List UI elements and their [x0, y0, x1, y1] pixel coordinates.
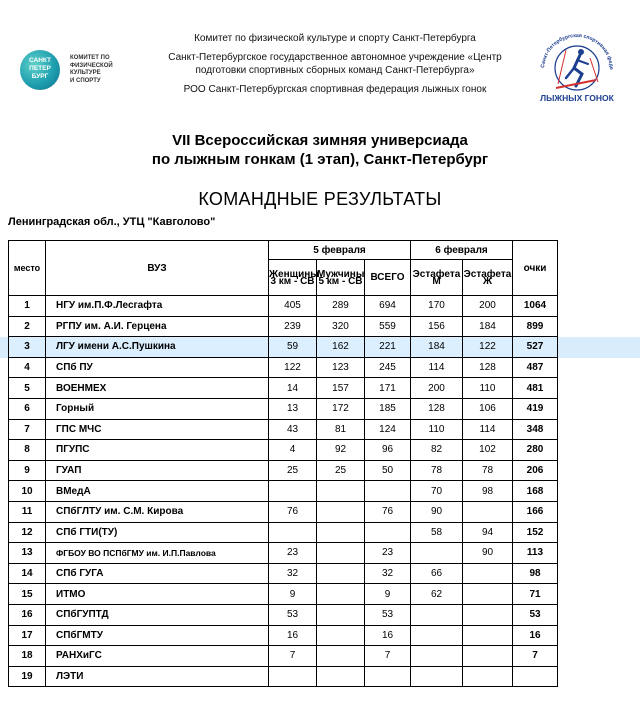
cell-points: 206 — [513, 460, 558, 481]
cell-relay-w — [463, 501, 513, 522]
cell-men — [317, 584, 365, 605]
cell-men — [317, 543, 365, 564]
cell-women: 239 — [269, 316, 317, 337]
header-day2: 6 февраля — [411, 241, 513, 260]
cell-total: 96 — [365, 440, 411, 461]
event-title-line-2: по лыжным гонкам (1 этап), Санкт-Петербург — [151, 151, 489, 168]
cell-women — [269, 666, 317, 687]
cell-total: 559 — [365, 316, 411, 337]
cell-total — [365, 666, 411, 687]
cell-total — [365, 522, 411, 543]
cell-women — [269, 522, 317, 543]
cell-place: 10 — [9, 481, 46, 502]
cell-team: Горный — [46, 398, 269, 419]
cell-men — [317, 666, 365, 687]
cell-team: ЛГУ имени А.С.Пушкина — [46, 337, 269, 358]
cell-place: 9 — [9, 460, 46, 481]
header-team: ВУЗ — [46, 241, 269, 296]
cell-points: 348 — [513, 419, 558, 440]
cell-men — [317, 604, 365, 625]
cell-relay-m — [411, 666, 463, 687]
cell-team: ЛЭТИ — [46, 666, 269, 687]
cell-men — [317, 481, 365, 502]
cell-team: ГПС МЧС — [46, 419, 269, 440]
cell-women: 9 — [269, 584, 317, 605]
cell-relay-m: 114 — [411, 357, 463, 378]
cell-points: 166 — [513, 501, 558, 522]
header-relay-w: Эстафета Ж — [463, 260, 513, 296]
cell-place: 4 — [9, 357, 46, 378]
cell-points: 527 — [513, 337, 558, 358]
cell-men: 172 — [317, 398, 365, 419]
cell-team: НГУ им.П.Ф.Лесгафта — [46, 296, 269, 317]
cell-total — [365, 481, 411, 502]
logo-left-caption: КОМИТЕТ ПО ФИЗИЧЕСКОЙ КУЛЬТУРЕ И СПОРТУ — [70, 55, 113, 84]
spb-logo-icon — [20, 50, 60, 90]
results-body — [9, 296, 558, 687]
skier-emblem-icon — [536, 30, 618, 108]
cell-team: СПб ГУГА — [46, 563, 269, 584]
cell-points: 899 — [513, 316, 558, 337]
cell-relay-m — [411, 604, 463, 625]
cell-relay-w: 184 — [463, 316, 513, 337]
cell-total: 32 — [365, 563, 411, 584]
cell-women: 13 — [269, 398, 317, 419]
cell-relay-m: 58 — [411, 522, 463, 543]
cell-team: СПбГУПТД — [46, 604, 269, 625]
header-women: Женщины 3 км - СВ — [269, 260, 317, 296]
cell-team: СПб ГТИ(ТУ) — [46, 522, 269, 543]
cell-points: 487 — [513, 357, 558, 378]
cell-team: ФГБОУ ВО ПСПбГМУ им. И.П.Павлова — [46, 543, 269, 564]
cell-women: 76 — [269, 501, 317, 522]
cell-relay-w — [463, 646, 513, 667]
cell-relay-w: 128 — [463, 357, 513, 378]
cell-relay-m: 184 — [411, 337, 463, 358]
cell-total: 245 — [365, 357, 411, 378]
cell-relay-m — [411, 646, 463, 667]
cell-points: 98 — [513, 563, 558, 584]
cell-total: 171 — [365, 378, 411, 399]
cell-total: 76 — [365, 501, 411, 522]
cell-total: 221 — [365, 337, 411, 358]
page-subtitle: КОМАНДНЫЕ РЕЗУЛЬТАТЫ — [198, 189, 442, 209]
cell-place: 16 — [9, 604, 46, 625]
logo-right-arc-text: Санкт-Петербургская спортивная феде — [540, 32, 615, 70]
cell-women: 7 — [269, 646, 317, 667]
cell-men: 81 — [317, 419, 365, 440]
cell-relay-w: 94 — [463, 522, 513, 543]
table-row — [9, 584, 558, 605]
cell-total: 7 — [365, 646, 411, 667]
team-results-table — [8, 240, 558, 687]
cell-place: 1 — [9, 296, 46, 317]
header-relay-m: Эстафета М — [411, 260, 463, 296]
cell-relay-w — [463, 584, 513, 605]
cell-points: 71 — [513, 584, 558, 605]
header-day1: 5 февраля — [269, 241, 411, 260]
cell-place: 14 — [9, 563, 46, 584]
ski-federation-logo — [536, 30, 618, 108]
cell-points: 419 — [513, 398, 558, 419]
table-row — [9, 522, 558, 543]
cell-women: 405 — [269, 296, 317, 317]
cell-relay-m: 70 — [411, 481, 463, 502]
cell-relay-m: 78 — [411, 460, 463, 481]
cell-place: 11 — [9, 501, 46, 522]
cell-total: 124 — [365, 419, 411, 440]
cell-men: 289 — [317, 296, 365, 317]
cell-women: 4 — [269, 440, 317, 461]
cell-place: 17 — [9, 625, 46, 646]
table-row — [9, 501, 558, 522]
table-row — [9, 666, 558, 687]
table-row — [9, 419, 558, 440]
cell-men: 123 — [317, 357, 365, 378]
cell-team: ИТМО — [46, 584, 269, 605]
cell-team: РАНХиГС — [46, 646, 269, 667]
cell-relay-w — [463, 666, 513, 687]
cell-points: 168 — [513, 481, 558, 502]
table-row — [9, 646, 558, 667]
cell-relay-w: 122 — [463, 337, 513, 358]
cell-place: 12 — [9, 522, 46, 543]
cell-relay-m: 128 — [411, 398, 463, 419]
cell-relay-m: 66 — [411, 563, 463, 584]
cell-total: 23 — [365, 543, 411, 564]
table-row — [9, 398, 558, 419]
cell-women: 59 — [269, 337, 317, 358]
cell-points: 152 — [513, 522, 558, 543]
logo-right-text: ЛЫЖНЫХ ГОНОК — [540, 93, 614, 103]
cell-total: 9 — [365, 584, 411, 605]
cell-points: 7 — [513, 646, 558, 667]
table-row — [9, 337, 558, 358]
cell-relay-w — [463, 604, 513, 625]
cell-relay-w: 114 — [463, 419, 513, 440]
org-line-3: РОО Санкт-Петербургская спортивная федерация лыжных гонок — [183, 84, 487, 95]
cell-place: 5 — [9, 378, 46, 399]
cell-place: 13 — [9, 543, 46, 564]
cell-points: 53 — [513, 604, 558, 625]
cell-men: 25 — [317, 460, 365, 481]
cell-points: 113 — [513, 543, 558, 564]
cell-relay-w: 78 — [463, 460, 513, 481]
cell-place: 19 — [9, 666, 46, 687]
logo-left-text: САНКТ ПЕТЕР БУРГ — [28, 57, 52, 80]
cell-team: ГУАП — [46, 460, 269, 481]
table-row — [9, 625, 558, 646]
cell-women: 25 — [269, 460, 317, 481]
cell-points: 280 — [513, 440, 558, 461]
cell-women — [269, 481, 317, 502]
cell-team: ВМедА — [46, 481, 269, 502]
cell-relay-w: 106 — [463, 398, 513, 419]
cell-men — [317, 501, 365, 522]
cell-team: ВОЕНМЕХ — [46, 378, 269, 399]
cell-points: 16 — [513, 625, 558, 646]
cell-relay-w: 110 — [463, 378, 513, 399]
cell-relay-m: 156 — [411, 316, 463, 337]
cell-relay-m — [411, 543, 463, 564]
cell-team: ПГУПС — [46, 440, 269, 461]
cell-men — [317, 625, 365, 646]
cell-relay-m: 200 — [411, 378, 463, 399]
cell-relay-w: 200 — [463, 296, 513, 317]
cell-relay-m: 82 — [411, 440, 463, 461]
cell-relay-w: 98 — [463, 481, 513, 502]
cell-men — [317, 646, 365, 667]
table-row — [9, 481, 558, 502]
cell-points: 1064 — [513, 296, 558, 317]
cell-total: 694 — [365, 296, 411, 317]
cell-total: 50 — [365, 460, 411, 481]
cell-women: 32 — [269, 563, 317, 584]
cell-relay-w: 90 — [463, 543, 513, 564]
cell-place: 18 — [9, 646, 46, 667]
cell-relay-w — [463, 563, 513, 584]
cell-relay-m: 170 — [411, 296, 463, 317]
cell-place: 15 — [9, 584, 46, 605]
committee-logo — [20, 50, 135, 90]
cell-relay-w: 102 — [463, 440, 513, 461]
header-total: ВСЕГО — [365, 260, 411, 296]
table-row — [9, 357, 558, 378]
table-row — [9, 316, 558, 337]
event-title-line-1: VII Всероссийская зимняя универсиада — [172, 132, 468, 149]
cell-relay-w — [463, 625, 513, 646]
org-line-2: Санкт-Петербургское государственное автономное учреждение «Центр подготовки спортивных сборных команд Санкт-Петербурга» — [168, 52, 502, 76]
table-row — [9, 563, 558, 584]
cell-women: 23 — [269, 543, 317, 564]
cell-place: 3 — [9, 337, 46, 358]
table-row — [9, 460, 558, 481]
header-points: очки — [513, 241, 558, 296]
table-row — [9, 296, 558, 317]
cell-points — [513, 666, 558, 687]
cell-total: 53 — [365, 604, 411, 625]
cell-place: 8 — [9, 440, 46, 461]
table-row — [9, 440, 558, 461]
cell-men: 320 — [317, 316, 365, 337]
cell-place: 6 — [9, 398, 46, 419]
cell-women: 43 — [269, 419, 317, 440]
table-row — [9, 604, 558, 625]
cell-place: 7 — [9, 419, 46, 440]
table-row — [9, 378, 558, 399]
cell-men: 92 — [317, 440, 365, 461]
cell-place: 2 — [9, 316, 46, 337]
cell-team: СПб ПУ — [46, 357, 269, 378]
cell-men: 162 — [317, 337, 365, 358]
header-place: место — [9, 241, 46, 296]
cell-total: 185 — [365, 398, 411, 419]
cell-women: 14 — [269, 378, 317, 399]
cell-team: РГПУ им. А.И. Герцена — [46, 316, 269, 337]
venue-label: Ленинградская обл., УТЦ "Кавголово" — [8, 216, 216, 228]
cell-team: СПбГЛТУ им. С.М. Кирова — [46, 501, 269, 522]
cell-men: 157 — [317, 378, 365, 399]
org-line-1: Комитет по физической культуре и спорту Санкт-Петербурга — [194, 33, 476, 44]
cell-relay-m — [411, 625, 463, 646]
cell-relay-m: 90 — [411, 501, 463, 522]
cell-women: 122 — [269, 357, 317, 378]
cell-relay-m: 110 — [411, 419, 463, 440]
cell-women: 53 — [269, 604, 317, 625]
cell-total: 16 — [365, 625, 411, 646]
cell-team: СПбГМТУ — [46, 625, 269, 646]
cell-relay-m: 62 — [411, 584, 463, 605]
table-row — [9, 543, 558, 564]
header-men: Мужчины 5 км - СВ — [317, 260, 365, 296]
cell-points: 481 — [513, 378, 558, 399]
cell-men — [317, 563, 365, 584]
cell-men — [317, 522, 365, 543]
cell-women: 16 — [269, 625, 317, 646]
